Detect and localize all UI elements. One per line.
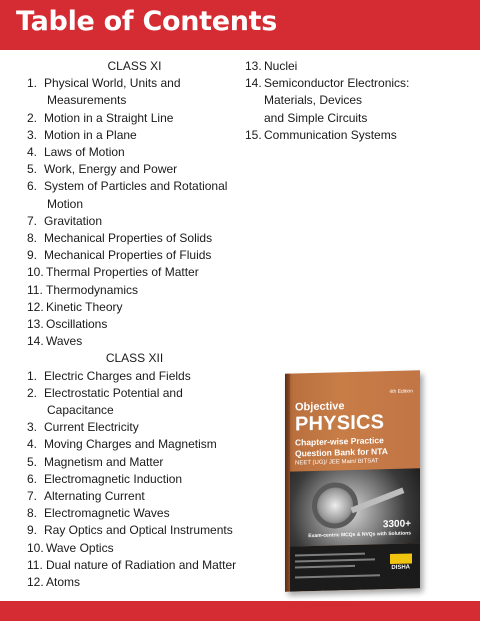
toc-right-column — [245, 58, 470, 144]
toc-item-title — [264, 127, 470, 144]
book-subtitle-1: Chapter-wise Practice — [295, 435, 384, 448]
toc-item-line: Oscillations — [46, 316, 108, 331]
toc-item — [27, 471, 242, 488]
toc-item — [245, 75, 470, 127]
class-xii-continued-list — [245, 58, 470, 144]
publisher-name: DISHA — [391, 564, 410, 571]
toc-item-line: System of Particles and Rotational — [44, 179, 228, 194]
toc-item-line: Mechanical Properties of Solids — [44, 230, 213, 245]
toc-item — [27, 299, 242, 316]
toc-item-title — [44, 505, 242, 522]
toc-item-title — [44, 247, 242, 264]
footer-banner — [0, 601, 480, 621]
toc-item-title — [46, 299, 242, 316]
toc-item-number: 12. — [27, 299, 44, 314]
toc-item-title — [264, 58, 470, 75]
book-objective-label: Objective — [295, 400, 345, 414]
toc-item-number: 10. — [27, 265, 44, 280]
toc-item-number: 5. — [27, 454, 38, 469]
toc-item — [27, 213, 242, 230]
class-xii-heading: CLASS XII — [105, 351, 164, 366]
toc-item-number: 6. — [27, 471, 38, 486]
book-question-count-sub: Exam-centric MCQs & NVQs with Solutions — [308, 530, 411, 540]
toc-item — [27, 454, 242, 471]
toc-item — [27, 161, 242, 178]
toc-item-number: 3. — [27, 127, 38, 142]
class-xi-list — [27, 75, 242, 350]
toc-item-line: Electric Charges and Fields — [44, 368, 191, 383]
disha-logo-icon — [390, 553, 412, 564]
toc-item-title — [44, 488, 242, 505]
toc-item — [27, 557, 242, 574]
book-title: PHYSICS — [295, 411, 385, 436]
toc-item-number: 12. — [27, 574, 44, 589]
class-xi-heading: CLASS XI — [107, 59, 162, 73]
cover-text-line — [295, 574, 380, 578]
book-subtitle-2: Question Bank for NTA — [295, 446, 388, 459]
toc-item — [27, 127, 242, 144]
toc-item — [27, 385, 242, 419]
toc-item — [27, 75, 242, 109]
toc-item-number: 5. — [27, 162, 38, 177]
toc-item — [27, 264, 242, 281]
toc-item — [27, 419, 242, 436]
toc-item — [27, 505, 242, 522]
toc-item — [27, 178, 242, 212]
toc-item-line: Materials, Devices — [264, 93, 363, 108]
toc-item-line: Kinetic Theory — [46, 299, 123, 314]
page-title: Table of Contents — [16, 6, 278, 37]
toc-item-title — [44, 230, 242, 247]
toc-item-number: 3. — [27, 420, 38, 435]
toc-item-number: 6. — [27, 179, 38, 194]
toc-item-title — [44, 144, 242, 161]
toc-item-line: Atoms — [46, 574, 81, 589]
toc-item-title — [44, 127, 242, 144]
toc-item-title — [46, 557, 242, 574]
toc-item-line: Magnetism and Matter — [44, 454, 164, 469]
toc-item-line: Nuclei — [264, 59, 298, 73]
toc-item-title — [44, 178, 242, 212]
toc-item-number: 7. — [27, 213, 38, 228]
toc-item — [27, 110, 242, 127]
toc-item-title — [44, 471, 242, 488]
toc-item-line: Wave Optics — [46, 540, 114, 555]
toc-item-line: Physical World, Units and — [44, 76, 181, 91]
toc-item-title — [46, 264, 242, 281]
book-cover-bottom-panel — [290, 543, 420, 591]
toc-item-title — [264, 75, 470, 127]
toc-item-number: 9. — [27, 523, 38, 538]
toc-item-title — [44, 368, 242, 385]
toc-item-title — [44, 110, 242, 127]
toc-item-title — [46, 333, 242, 350]
toc-item-title — [46, 540, 242, 557]
toc-item — [27, 144, 242, 161]
toc-item-line: Laws of Motion — [44, 144, 125, 159]
toc-item-title — [44, 75, 242, 109]
toc-item-number: 10. — [27, 540, 44, 555]
toc-item-line: Motion in a Plane — [44, 127, 137, 142]
toc-item-line: Motion in a Straight Line — [44, 110, 174, 125]
toc-item-line: Capacitance — [47, 402, 114, 417]
toc-item-number: 1. — [27, 76, 38, 91]
cover-text-line — [295, 565, 355, 569]
toc-item-number: 13. — [27, 316, 44, 331]
toc-item — [245, 127, 470, 144]
header-banner — [0, 0, 480, 50]
toc-item-number: 11. — [27, 557, 43, 572]
book-question-count: 3300+ — [382, 518, 411, 531]
toc-item-number: 11. — [27, 282, 43, 297]
toc-item-line: Waves — [46, 334, 83, 349]
toc-item-line: Thermal Properties of Matter — [46, 265, 199, 280]
toc-item-title — [46, 574, 242, 591]
toc-item-line: Dual nature of Radiation and Matter — [46, 557, 237, 572]
toc-item-line: Electromagnetic Waves — [44, 506, 170, 521]
toc-item-number: 2. — [27, 385, 38, 400]
book-cover-image — [285, 370, 420, 592]
class-xii-list — [27, 368, 242, 592]
toc-item-title — [44, 419, 242, 436]
toc-left-column — [27, 58, 242, 591]
toc-item-line: Motion — [47, 196, 84, 211]
toc-item — [27, 316, 242, 333]
toc-item — [27, 230, 242, 247]
book-edition: 4th Edition — [389, 388, 413, 396]
toc-item-number: 13. — [245, 59, 262, 73]
toc-item-line: Ray Optics and Optical Instruments — [44, 523, 233, 538]
toc-item — [27, 540, 242, 557]
toc-item-line: Measurements — [47, 93, 127, 108]
toc-item-line: Semiconductor Electronics: — [264, 76, 410, 91]
toc-item — [245, 58, 470, 75]
toc-item-number: 4. — [27, 144, 38, 159]
toc-item-number: 9. — [27, 248, 38, 263]
toc-item — [27, 522, 242, 539]
toc-item-line: Current Electricity — [44, 420, 139, 435]
toc-item-title — [46, 316, 242, 333]
toc-item-line: Communication Systems — [264, 127, 397, 142]
toc-item-number: 15. — [245, 127, 262, 142]
toc-item-line: Work, Energy and Power — [44, 162, 178, 177]
cover-text-line — [295, 553, 365, 557]
toc-item — [27, 333, 242, 350]
toc-item-line: Moving Charges and Magnetism — [44, 437, 217, 452]
toc-item-line: Gravitation — [44, 213, 103, 228]
book-exams: NEET (UG)/ JEE Main/ BITSAT — [295, 458, 379, 467]
toc-item-number: 14. — [27, 334, 44, 349]
toc-item-title — [44, 454, 242, 471]
gyroscope-rod-graphic — [351, 487, 405, 513]
toc-item-title — [44, 385, 242, 419]
toc-item-line: Thermodynamics — [46, 282, 139, 297]
toc-item-number: 7. — [27, 488, 38, 503]
toc-item-number: 4. — [27, 437, 38, 452]
toc-item-title — [44, 161, 242, 178]
toc-item — [27, 282, 242, 299]
toc-item-line: and Simple Circuits — [264, 110, 368, 125]
toc-item-title — [44, 522, 242, 539]
gyroscope-wheel-graphic — [312, 482, 358, 529]
toc-item-number: 1. — [27, 368, 38, 383]
toc-item-line: Mechanical Properties of Fluids — [44, 248, 212, 263]
toc-item-number: 14. — [245, 76, 262, 91]
toc-item-line: Electromagnetic Induction — [44, 471, 183, 486]
toc-item-number: 2. — [27, 110, 38, 125]
toc-item-title — [44, 436, 242, 453]
toc-item-number: 8. — [27, 506, 38, 521]
toc-item — [27, 488, 242, 505]
toc-item — [27, 574, 242, 591]
toc-item-title — [46, 282, 242, 299]
toc-item — [27, 368, 242, 385]
toc-item-line: Alternating Current — [44, 488, 145, 503]
toc-item-number: 8. — [27, 230, 38, 245]
cover-text-line — [295, 558, 375, 562]
toc-item-line: Electrostatic Potential and — [44, 385, 183, 400]
toc-item — [27, 436, 242, 453]
toc-item-title — [44, 213, 242, 230]
toc-item — [27, 247, 242, 264]
